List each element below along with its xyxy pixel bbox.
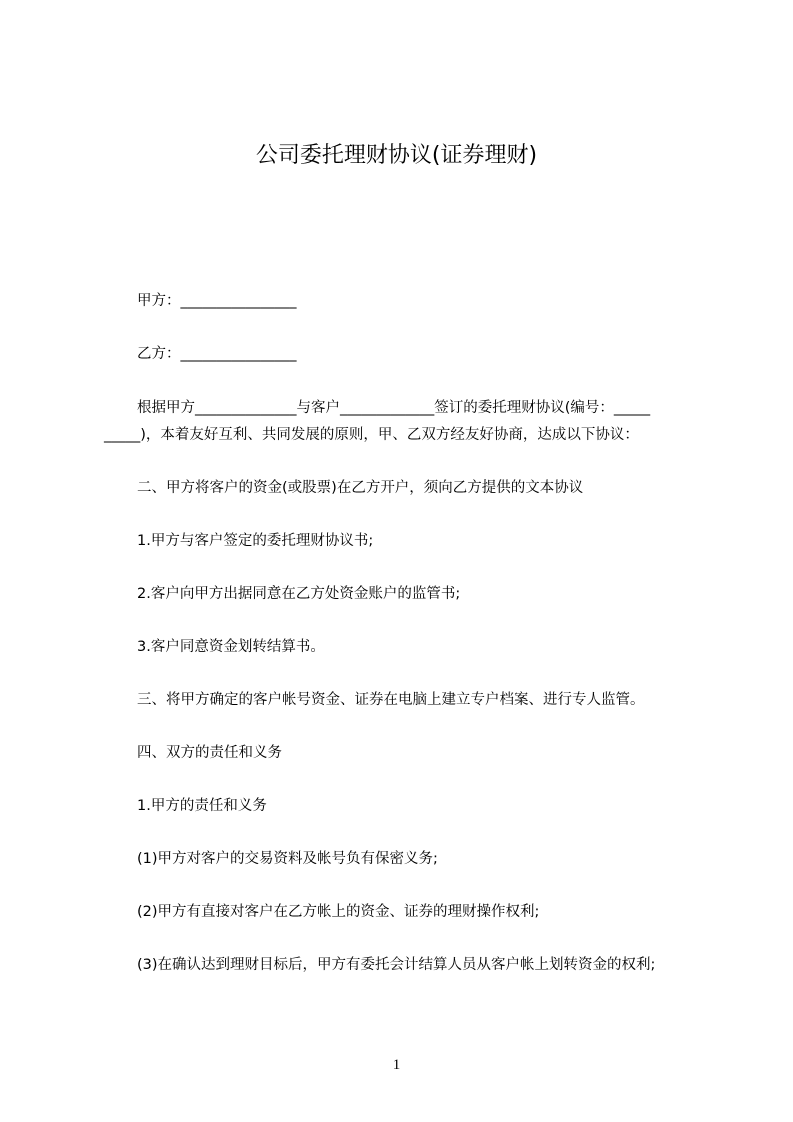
section-3-heading: 三、将甲方确定的客户帐号资金、证券在电脑上建立专户档案、进行专人监管。 bbox=[137, 692, 645, 708]
document-title: 公司委托理财协议(证券理财) bbox=[255, 143, 538, 168]
section-4-subheading-1: 1.甲方的责任和义务 bbox=[137, 798, 267, 814]
party-a-line: 甲方：________________ bbox=[137, 293, 297, 309]
section-4-heading: 四、双方的责任和义务 bbox=[137, 745, 282, 761]
section-2-heading: 二、甲方将客户的资金(或股票)在乙方开户，须向乙方提供的文本协议 bbox=[137, 480, 584, 496]
section-4-item-2: (2)甲方有直接对客户在乙方帐上的资金、证券的理财操作权利; bbox=[137, 904, 540, 920]
section-2-item-1: 1.甲方与客户签定的委托理财协议书; bbox=[137, 533, 374, 549]
intro-paragraph-line-2: _____)，本着友好互利、共同发展的原则，甲、乙双方经友好协商，达成以下协议： bbox=[104, 427, 639, 443]
party-b-line: 乙方：________________ bbox=[137, 346, 297, 362]
section-4-item-1: (1)甲方对客户的交易资料及帐号负有保密义务; bbox=[137, 851, 438, 867]
section-2-item-3: 3.客户同意资金划转结算书。 bbox=[137, 639, 325, 655]
section-2-item-2: 2.客户向甲方出据同意在乙方处资金账户的监管书; bbox=[137, 586, 461, 602]
section-4-item-3: (3)在确认达到理财目标后，甲方有委托会计结算人员从客户帐上划转资金的权利; bbox=[137, 957, 656, 973]
intro-paragraph-line-1: 根据甲方______________与客户_____________签订的委托理财协议(编号：_____ bbox=[137, 400, 651, 416]
page-number: 1 bbox=[392, 1057, 401, 1073]
